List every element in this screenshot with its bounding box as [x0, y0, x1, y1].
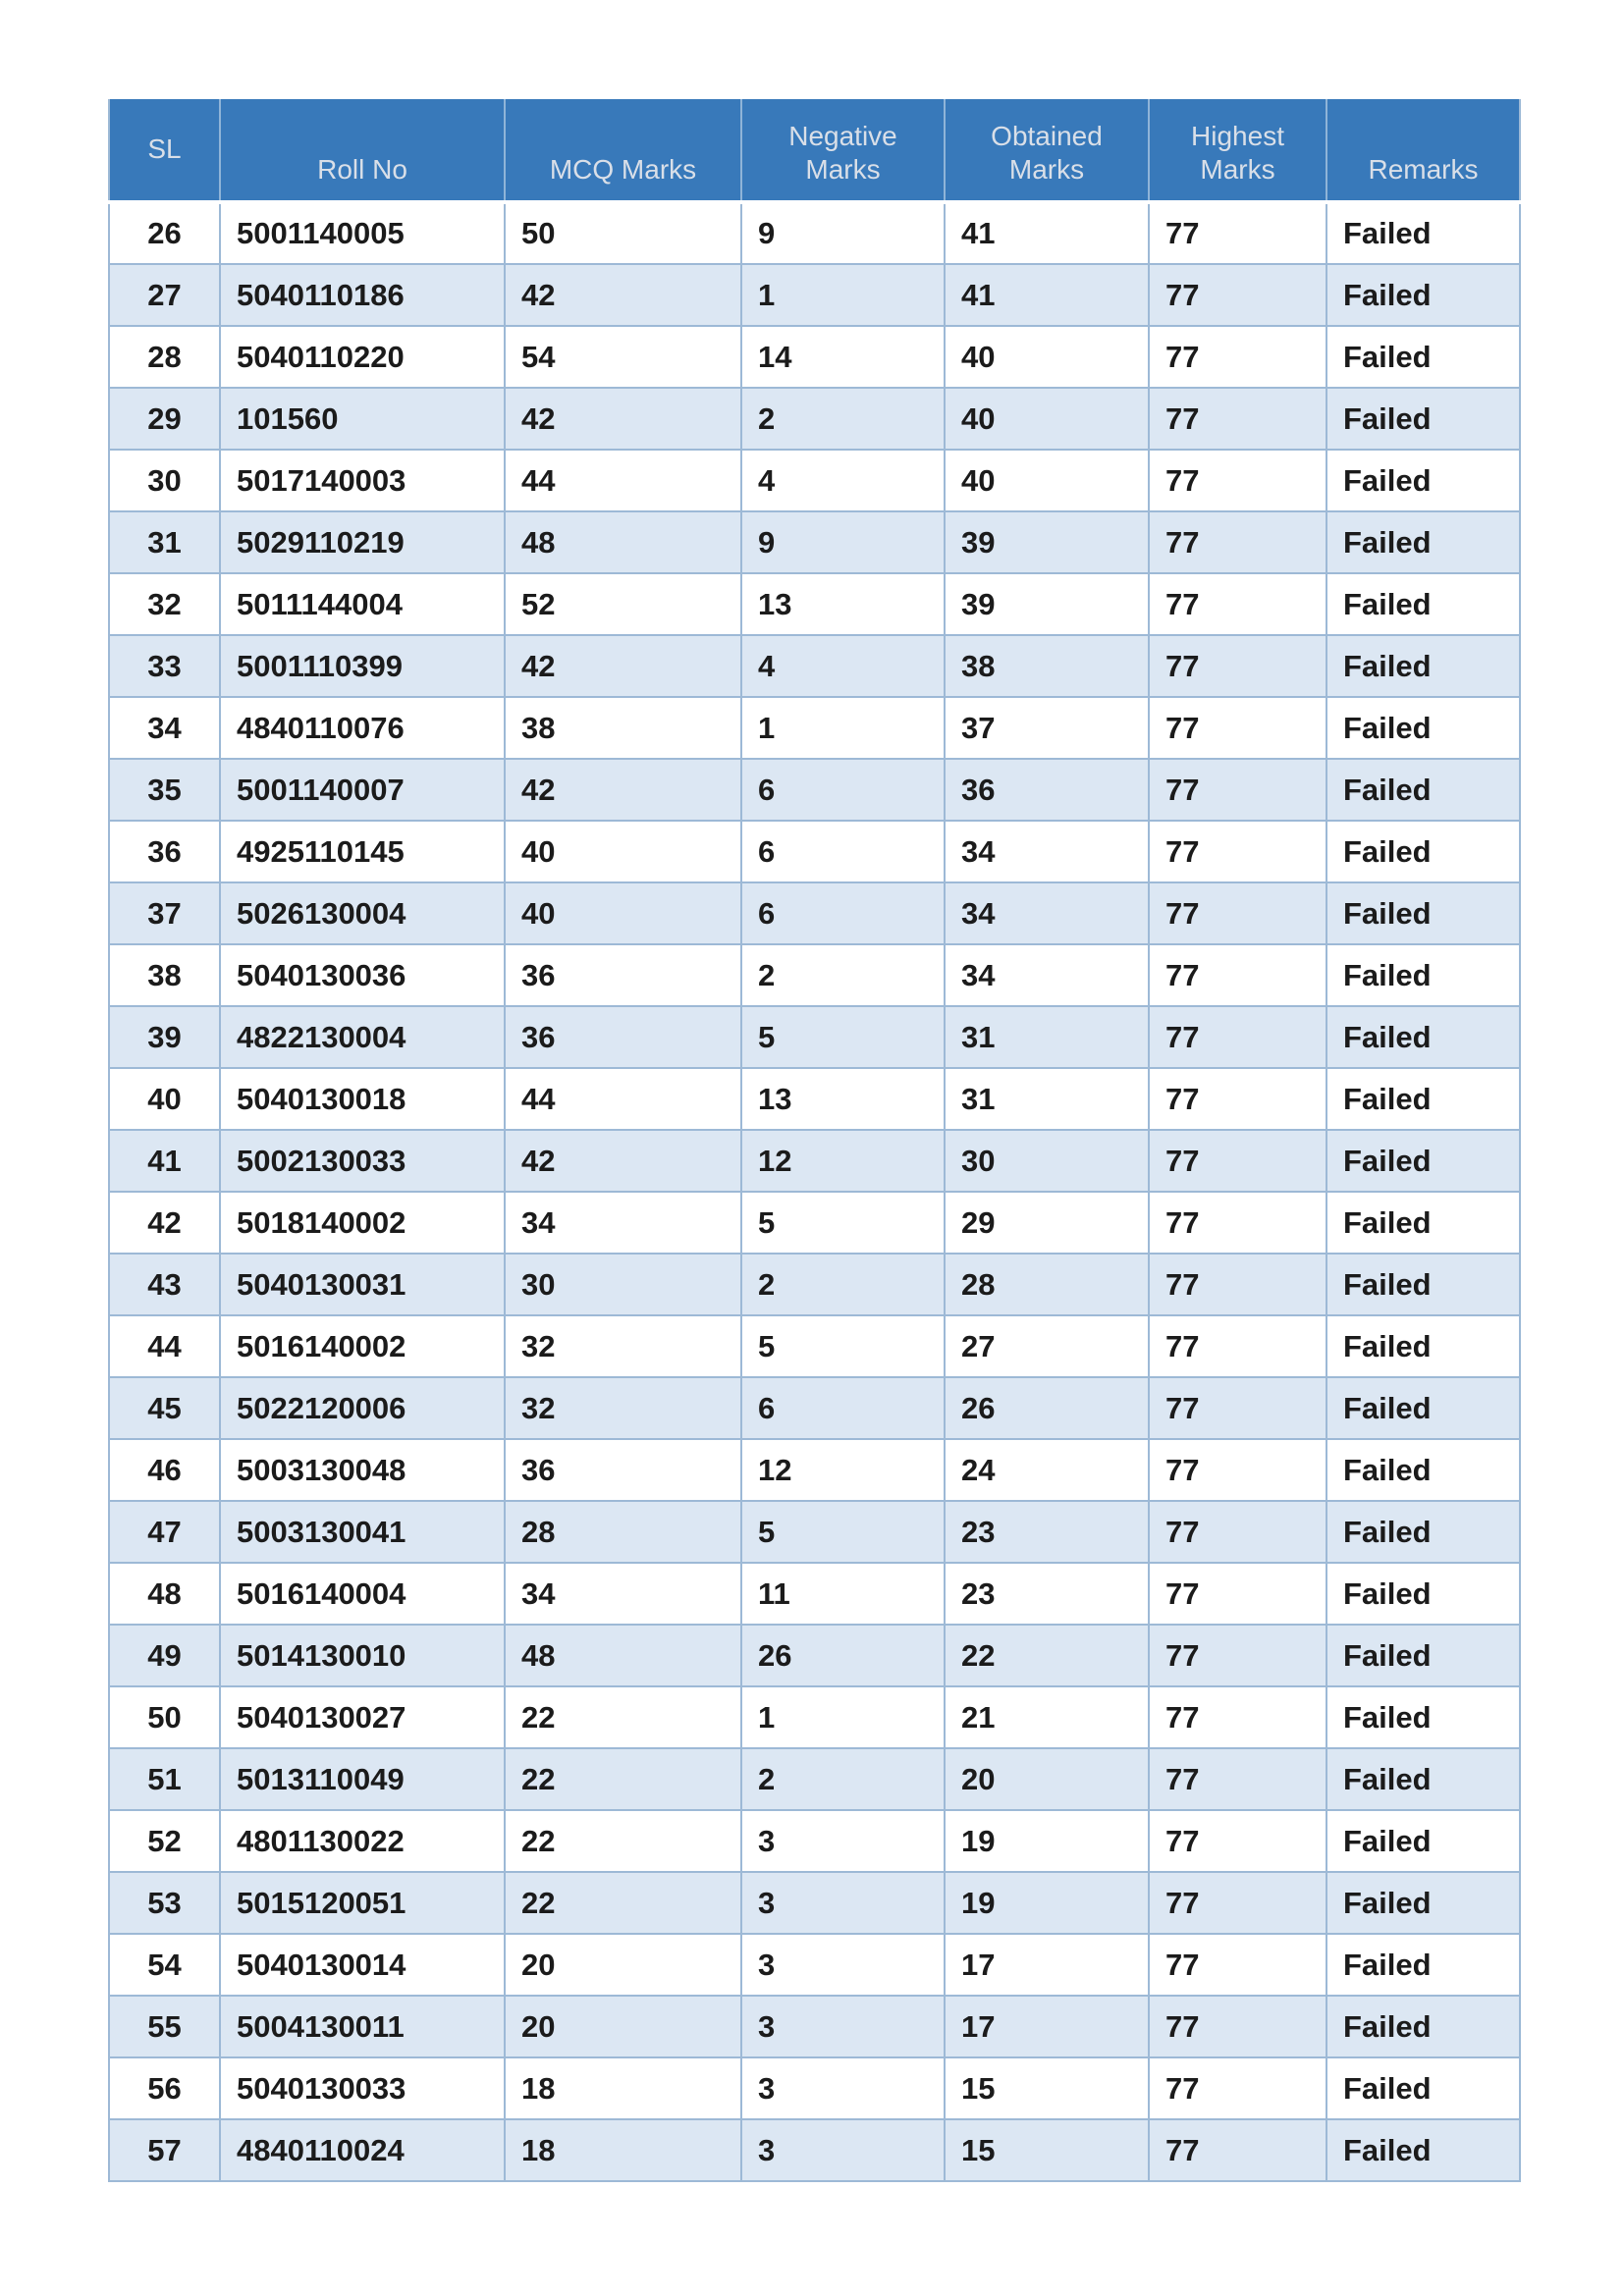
cell-obtained_marks: 21	[945, 1686, 1149, 1748]
cell-sl: 55	[109, 1996, 220, 2057]
cell-remarks: Failed	[1326, 1748, 1520, 1810]
cell-obtained_marks: 15	[945, 2057, 1149, 2119]
cell-roll_no: 5040130036	[220, 944, 505, 1006]
cell-sl: 37	[109, 882, 220, 944]
cell-roll_no: 5011144004	[220, 573, 505, 635]
table-row	[109, 1501, 1520, 1563]
cell-obtained_marks: 19	[945, 1810, 1149, 1872]
cell-sl: 44	[109, 1315, 220, 1377]
cell-sl: 29	[109, 388, 220, 450]
cell-mcq_marks: 42	[505, 635, 741, 697]
cell-obtained_marks: 30	[945, 1130, 1149, 1192]
cell-highest_marks: 77	[1149, 2119, 1326, 2181]
table-row	[109, 697, 1520, 759]
cell-roll_no: 5003130041	[220, 1501, 505, 1563]
cell-roll_no: 4840110024	[220, 2119, 505, 2181]
cell-sl: 53	[109, 1872, 220, 1934]
cell-negative_marks: 2	[741, 1748, 945, 1810]
cell-highest_marks: 77	[1149, 944, 1326, 1006]
table-row	[109, 1315, 1520, 1377]
cell-roll_no: 5017140003	[220, 450, 505, 511]
cell-mcq_marks: 28	[505, 1501, 741, 1563]
table-row	[109, 1192, 1520, 1254]
table-row	[109, 1810, 1520, 1872]
cell-roll_no: 5040110186	[220, 264, 505, 326]
cell-obtained_marks: 23	[945, 1563, 1149, 1625]
cell-negative_marks: 9	[741, 511, 945, 573]
cell-remarks: Failed	[1326, 1686, 1520, 1748]
cell-roll_no: 5002130033	[220, 1130, 505, 1192]
cell-roll_no: 5018140002	[220, 1192, 505, 1254]
cell-roll_no: 5003130048	[220, 1439, 505, 1501]
cell-obtained_marks: 15	[945, 2119, 1149, 2181]
column-header-roll-no: Roll No	[220, 99, 505, 202]
table-row	[109, 1686, 1520, 1748]
cell-negative_marks: 3	[741, 1996, 945, 2057]
cell-mcq_marks: 52	[505, 573, 741, 635]
cell-mcq_marks: 20	[505, 1996, 741, 2057]
cell-highest_marks: 77	[1149, 326, 1326, 388]
cell-mcq_marks: 36	[505, 1439, 741, 1501]
cell-obtained_marks: 29	[945, 1192, 1149, 1254]
cell-mcq_marks: 36	[505, 1006, 741, 1068]
cell-highest_marks: 77	[1149, 1439, 1326, 1501]
cell-roll_no: 5001140007	[220, 759, 505, 821]
table-row	[109, 1377, 1520, 1439]
cell-obtained_marks: 17	[945, 1996, 1149, 2057]
cell-obtained_marks: 41	[945, 264, 1149, 326]
table-row	[109, 511, 1520, 573]
table-row	[109, 264, 1520, 326]
cell-sl: 54	[109, 1934, 220, 1996]
cell-highest_marks: 77	[1149, 388, 1326, 450]
cell-sl: 35	[109, 759, 220, 821]
cell-remarks: Failed	[1326, 264, 1520, 326]
cell-roll_no: 5026130004	[220, 882, 505, 944]
cell-remarks: Failed	[1326, 1006, 1520, 1068]
cell-obtained_marks: 34	[945, 882, 1149, 944]
cell-sl: 38	[109, 944, 220, 1006]
cell-sl: 40	[109, 1068, 220, 1130]
cell-highest_marks: 77	[1149, 573, 1326, 635]
cell-obtained_marks: 37	[945, 697, 1149, 759]
table-row	[109, 202, 1520, 264]
cell-roll_no: 5029110219	[220, 511, 505, 573]
cell-mcq_marks: 44	[505, 1068, 741, 1130]
cell-roll_no: 5040130018	[220, 1068, 505, 1130]
cell-negative_marks: 6	[741, 821, 945, 882]
table-row	[109, 2119, 1520, 2181]
cell-negative_marks: 4	[741, 450, 945, 511]
table-row	[109, 1563, 1520, 1625]
cell-roll_no: 4822130004	[220, 1006, 505, 1068]
cell-remarks: Failed	[1326, 1377, 1520, 1439]
cell-highest_marks: 77	[1149, 1068, 1326, 1130]
cell-mcq_marks: 50	[505, 202, 741, 264]
cell-negative_marks: 3	[741, 1810, 945, 1872]
cell-sl: 48	[109, 1563, 220, 1625]
cell-roll_no: 4801130022	[220, 1810, 505, 1872]
cell-negative_marks: 12	[741, 1130, 945, 1192]
cell-sl: 50	[109, 1686, 220, 1748]
table-row	[109, 635, 1520, 697]
cell-remarks: Failed	[1326, 1130, 1520, 1192]
cell-highest_marks: 77	[1149, 264, 1326, 326]
column-header-mcq-marks: MCQ Marks	[505, 99, 741, 202]
cell-highest_marks: 77	[1149, 450, 1326, 511]
cell-roll_no: 5040130033	[220, 2057, 505, 2119]
cell-negative_marks: 5	[741, 1192, 945, 1254]
cell-highest_marks: 77	[1149, 1686, 1326, 1748]
cell-mcq_marks: 44	[505, 450, 741, 511]
table-row	[109, 1748, 1520, 1810]
cell-negative_marks: 6	[741, 882, 945, 944]
column-header-obtained-marks: Obtained Marks	[945, 99, 1149, 202]
cell-sl: 26	[109, 202, 220, 264]
cell-roll_no: 5040130027	[220, 1686, 505, 1748]
cell-highest_marks: 77	[1149, 1501, 1326, 1563]
cell-negative_marks: 1	[741, 1686, 945, 1748]
table-row	[109, 573, 1520, 635]
cell-roll_no: 5004130011	[220, 1996, 505, 2057]
table-row	[109, 450, 1520, 511]
cell-obtained_marks: 34	[945, 944, 1149, 1006]
cell-roll_no: 5014130010	[220, 1625, 505, 1686]
cell-remarks: Failed	[1326, 1501, 1520, 1563]
cell-negative_marks: 1	[741, 697, 945, 759]
cell-highest_marks: 77	[1149, 1006, 1326, 1068]
cell-obtained_marks: 19	[945, 1872, 1149, 1934]
cell-highest_marks: 77	[1149, 1377, 1326, 1439]
cell-remarks: Failed	[1326, 1068, 1520, 1130]
cell-negative_marks: 2	[741, 1254, 945, 1315]
cell-mcq_marks: 40	[505, 821, 741, 882]
cell-remarks: Failed	[1326, 1315, 1520, 1377]
cell-highest_marks: 77	[1149, 821, 1326, 882]
cell-mcq_marks: 22	[505, 1748, 741, 1810]
cell-sl: 32	[109, 573, 220, 635]
cell-negative_marks: 5	[741, 1006, 945, 1068]
cell-obtained_marks: 36	[945, 759, 1149, 821]
cell-remarks: Failed	[1326, 202, 1520, 264]
cell-mcq_marks: 22	[505, 1686, 741, 1748]
cell-highest_marks: 77	[1149, 1996, 1326, 2057]
cell-sl: 31	[109, 511, 220, 573]
cell-remarks: Failed	[1326, 2057, 1520, 2119]
cell-negative_marks: 9	[741, 202, 945, 264]
table-row	[109, 1872, 1520, 1934]
cell-mcq_marks: 42	[505, 264, 741, 326]
cell-remarks: Failed	[1326, 882, 1520, 944]
cell-obtained_marks: 28	[945, 1254, 1149, 1315]
cell-obtained_marks: 20	[945, 1748, 1149, 1810]
cell-highest_marks: 77	[1149, 1810, 1326, 1872]
cell-highest_marks: 77	[1149, 1254, 1326, 1315]
cell-sl: 46	[109, 1439, 220, 1501]
cell-negative_marks: 1	[741, 264, 945, 326]
cell-roll_no: 5001140005	[220, 202, 505, 264]
cell-obtained_marks: 40	[945, 450, 1149, 511]
cell-highest_marks: 77	[1149, 1130, 1326, 1192]
cell-mcq_marks: 30	[505, 1254, 741, 1315]
table-row	[109, 1068, 1520, 1130]
cell-highest_marks: 77	[1149, 759, 1326, 821]
cell-negative_marks: 26	[741, 1625, 945, 1686]
table-row	[109, 1934, 1520, 1996]
cell-remarks: Failed	[1326, 1872, 1520, 1934]
table-row	[109, 1006, 1520, 1068]
cell-highest_marks: 77	[1149, 2057, 1326, 2119]
cell-obtained_marks: 38	[945, 635, 1149, 697]
cell-highest_marks: 77	[1149, 1872, 1326, 1934]
cell-sl: 57	[109, 2119, 220, 2181]
cell-remarks: Failed	[1326, 2119, 1520, 2181]
cell-remarks: Failed	[1326, 697, 1520, 759]
cell-remarks: Failed	[1326, 1563, 1520, 1625]
header-row	[109, 99, 1520, 202]
cell-roll_no: 5016140002	[220, 1315, 505, 1377]
results-table	[108, 99, 1521, 2182]
cell-negative_marks: 11	[741, 1563, 945, 1625]
table-body	[109, 202, 1520, 2181]
cell-remarks: Failed	[1326, 1625, 1520, 1686]
cell-sl: 56	[109, 2057, 220, 2119]
table-row	[109, 1130, 1520, 1192]
cell-highest_marks: 77	[1149, 1748, 1326, 1810]
cell-obtained_marks: 41	[945, 202, 1149, 264]
cell-obtained_marks: 17	[945, 1934, 1149, 1996]
cell-sl: 36	[109, 821, 220, 882]
cell-obtained_marks: 24	[945, 1439, 1149, 1501]
table-row	[109, 326, 1520, 388]
cell-mcq_marks: 42	[505, 1130, 741, 1192]
cell-obtained_marks: 40	[945, 326, 1149, 388]
cell-mcq_marks: 42	[505, 759, 741, 821]
cell-highest_marks: 77	[1149, 1192, 1326, 1254]
cell-sl: 28	[109, 326, 220, 388]
table-row	[109, 1625, 1520, 1686]
cell-remarks: Failed	[1326, 511, 1520, 573]
table-row	[109, 2057, 1520, 2119]
cell-remarks: Failed	[1326, 1439, 1520, 1501]
table-row	[109, 1254, 1520, 1315]
cell-negative_marks: 3	[741, 2119, 945, 2181]
cell-sl: 45	[109, 1377, 220, 1439]
cell-sl: 39	[109, 1006, 220, 1068]
cell-obtained_marks: 39	[945, 511, 1149, 573]
cell-mcq_marks: 54	[505, 326, 741, 388]
cell-remarks: Failed	[1326, 821, 1520, 882]
cell-obtained_marks: 31	[945, 1006, 1149, 1068]
column-header-remarks: Remarks	[1326, 99, 1520, 202]
cell-remarks: Failed	[1326, 573, 1520, 635]
table-row	[109, 944, 1520, 1006]
cell-sl: 49	[109, 1625, 220, 1686]
cell-sl: 33	[109, 635, 220, 697]
cell-obtained_marks: 23	[945, 1501, 1149, 1563]
cell-remarks: Failed	[1326, 759, 1520, 821]
cell-sl: 43	[109, 1254, 220, 1315]
cell-negative_marks: 2	[741, 944, 945, 1006]
cell-mcq_marks: 48	[505, 511, 741, 573]
cell-remarks: Failed	[1326, 1934, 1520, 1996]
cell-highest_marks: 77	[1149, 1934, 1326, 1996]
table-row	[109, 882, 1520, 944]
cell-roll_no: 101560	[220, 388, 505, 450]
cell-mcq_marks: 22	[505, 1872, 741, 1934]
cell-mcq_marks: 42	[505, 388, 741, 450]
cell-sl: 30	[109, 450, 220, 511]
cell-roll_no: 5040130014	[220, 1934, 505, 1996]
cell-sl: 41	[109, 1130, 220, 1192]
cell-sl: 34	[109, 697, 220, 759]
cell-mcq_marks: 32	[505, 1377, 741, 1439]
cell-negative_marks: 3	[741, 1934, 945, 1996]
cell-mcq_marks: 34	[505, 1192, 741, 1254]
cell-remarks: Failed	[1326, 1996, 1520, 2057]
cell-highest_marks: 77	[1149, 511, 1326, 573]
cell-roll_no: 4840110076	[220, 697, 505, 759]
cell-negative_marks: 3	[741, 1872, 945, 1934]
cell-highest_marks: 77	[1149, 1563, 1326, 1625]
cell-remarks: Failed	[1326, 326, 1520, 388]
cell-mcq_marks: 38	[505, 697, 741, 759]
cell-roll_no: 5016140004	[220, 1563, 505, 1625]
cell-mcq_marks: 18	[505, 2119, 741, 2181]
cell-mcq_marks: 18	[505, 2057, 741, 2119]
cell-mcq_marks: 22	[505, 1810, 741, 1872]
cell-negative_marks: 5	[741, 1501, 945, 1563]
cell-highest_marks: 77	[1149, 882, 1326, 944]
cell-roll_no: 4925110145	[220, 821, 505, 882]
cell-negative_marks: 13	[741, 1068, 945, 1130]
table-row	[109, 821, 1520, 882]
cell-roll_no: 5040110220	[220, 326, 505, 388]
cell-mcq_marks: 48	[505, 1625, 741, 1686]
cell-roll_no: 5013110049	[220, 1748, 505, 1810]
cell-negative_marks: 13	[741, 573, 945, 635]
cell-obtained_marks: 26	[945, 1377, 1149, 1439]
cell-mcq_marks: 32	[505, 1315, 741, 1377]
cell-remarks: Failed	[1326, 635, 1520, 697]
cell-mcq_marks: 20	[505, 1934, 741, 1996]
cell-obtained_marks: 39	[945, 573, 1149, 635]
cell-roll_no: 5022120006	[220, 1377, 505, 1439]
column-header-highest-marks: Highest Marks	[1149, 99, 1326, 202]
cell-sl: 51	[109, 1748, 220, 1810]
cell-highest_marks: 77	[1149, 635, 1326, 697]
cell-negative_marks: 3	[741, 2057, 945, 2119]
cell-sl: 27	[109, 264, 220, 326]
cell-mcq_marks: 36	[505, 944, 741, 1006]
table-row	[109, 1996, 1520, 2057]
cell-highest_marks: 77	[1149, 1315, 1326, 1377]
cell-obtained_marks: 22	[945, 1625, 1149, 1686]
cell-obtained_marks: 40	[945, 388, 1149, 450]
cell-remarks: Failed	[1326, 388, 1520, 450]
cell-obtained_marks: 27	[945, 1315, 1149, 1377]
column-header-sl: SL	[109, 99, 220, 202]
cell-highest_marks: 77	[1149, 202, 1326, 264]
cell-roll_no: 5040130031	[220, 1254, 505, 1315]
cell-negative_marks: 6	[741, 1377, 945, 1439]
table-row	[109, 1439, 1520, 1501]
cell-highest_marks: 77	[1149, 1625, 1326, 1686]
cell-remarks: Failed	[1326, 1254, 1520, 1315]
cell-negative_marks: 5	[741, 1315, 945, 1377]
cell-roll_no: 5001110399	[220, 635, 505, 697]
cell-sl: 42	[109, 1192, 220, 1254]
cell-remarks: Failed	[1326, 1192, 1520, 1254]
cell-negative_marks: 2	[741, 388, 945, 450]
cell-remarks: Failed	[1326, 450, 1520, 511]
cell-negative_marks: 6	[741, 759, 945, 821]
cell-remarks: Failed	[1326, 1810, 1520, 1872]
cell-obtained_marks: 34	[945, 821, 1149, 882]
cell-mcq_marks: 34	[505, 1563, 741, 1625]
cell-negative_marks: 12	[741, 1439, 945, 1501]
table-row	[109, 388, 1520, 450]
cell-highest_marks: 77	[1149, 697, 1326, 759]
cell-negative_marks: 4	[741, 635, 945, 697]
cell-sl: 52	[109, 1810, 220, 1872]
cell-remarks: Failed	[1326, 944, 1520, 1006]
cell-mcq_marks: 40	[505, 882, 741, 944]
column-header-negative-marks: Negative Marks	[741, 99, 945, 202]
table-header	[109, 99, 1520, 202]
cell-roll_no: 5015120051	[220, 1872, 505, 1934]
cell-obtained_marks: 31	[945, 1068, 1149, 1130]
cell-negative_marks: 14	[741, 326, 945, 388]
cell-sl: 47	[109, 1501, 220, 1563]
table-row	[109, 759, 1520, 821]
